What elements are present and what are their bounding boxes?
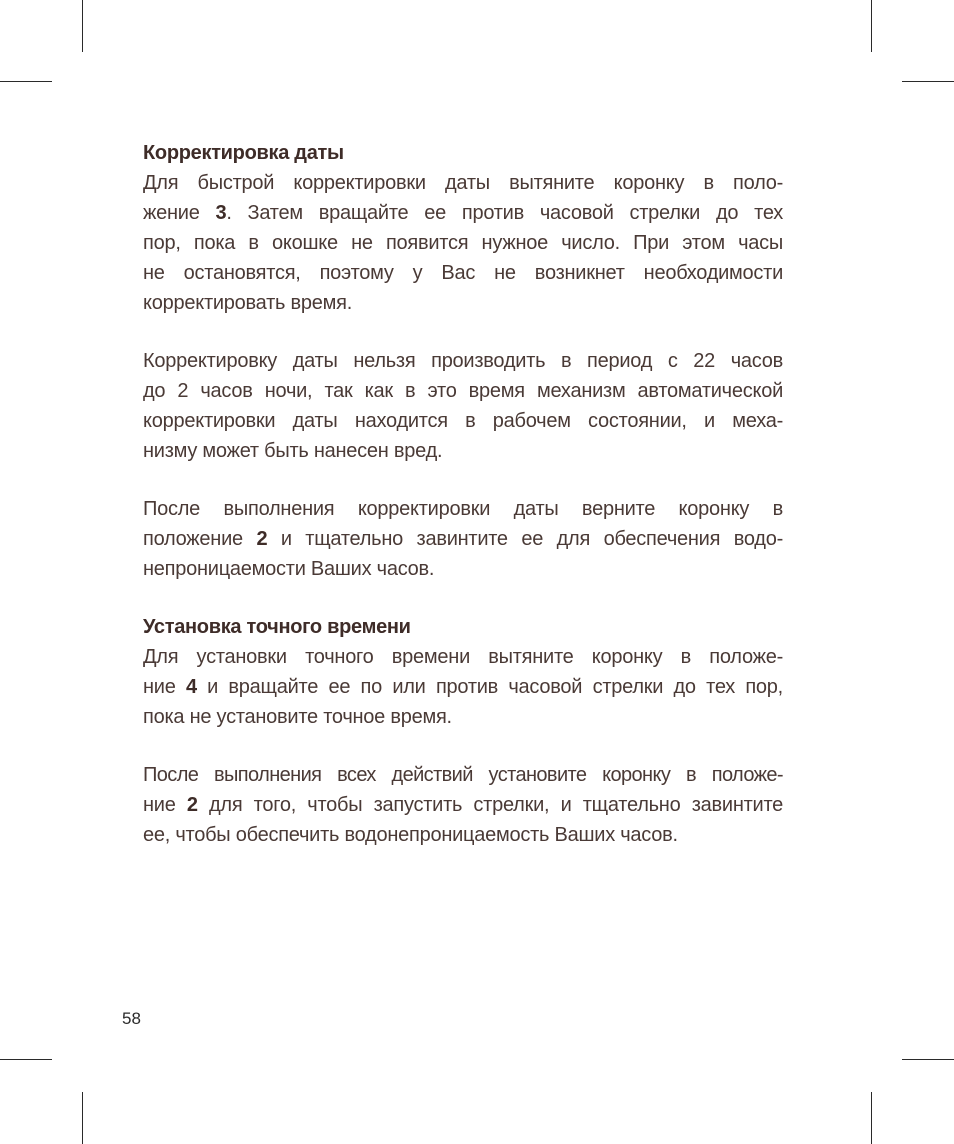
crop-mark-top-left-horizontal bbox=[0, 81, 52, 82]
page-number: 58 bbox=[122, 1009, 141, 1028]
text-line: не остановятся, поэтому у Вас не возникнет необходимости bbox=[143, 262, 783, 284]
section-time-setting bbox=[143, 612, 783, 850]
text-line: пока не установите точное время. bbox=[143, 706, 452, 728]
text-line: корректировки даты находится в рабочем состоянии, и меха- bbox=[143, 410, 783, 432]
section-heading: Установка точного времени bbox=[143, 616, 411, 638]
section-heading: Корректировка даты bbox=[143, 142, 344, 164]
text-line: положение 2 и тщательно завинтите ее для обеспечения водо- bbox=[143, 528, 783, 550]
paragraph bbox=[143, 346, 783, 466]
crop-mark-top-right-horizontal bbox=[902, 81, 954, 82]
page-content bbox=[143, 138, 783, 850]
text-line: жение 3. Затем вращайте ее против часовой стрелки до тех bbox=[143, 202, 783, 224]
text-line: непроницаемости Ваших часов. bbox=[143, 558, 435, 580]
position-number: 3 bbox=[215, 202, 227, 224]
text-line: ние 4 и вращайте ее по или против часовой стрелки до тех пор, bbox=[143, 676, 783, 698]
text-line: Для быстрой корректировки даты вытяните коронку в поло- bbox=[143, 172, 783, 194]
text-line: низму может быть нанесен вред. bbox=[143, 440, 443, 462]
position-number: 4 bbox=[185, 676, 197, 698]
text-line: пор, пока в окошке не появится нужное число. При этом часы bbox=[143, 232, 783, 254]
section-date-correction bbox=[143, 138, 783, 584]
paragraph bbox=[143, 168, 783, 318]
text-line: корректировать время. bbox=[143, 292, 352, 314]
paragraph bbox=[143, 642, 783, 732]
text-line: После выполнения всех действий установите коронку в положе- bbox=[143, 764, 783, 786]
paragraph bbox=[143, 494, 783, 584]
crop-mark-top-right-vertical bbox=[871, 0, 872, 52]
crop-mark-bottom-right-horizontal bbox=[902, 1059, 954, 1060]
text-line: ее, чтобы обеспечить водонепроницаемость Ваших часов. bbox=[143, 824, 678, 846]
text-line: ние 2 для того, чтобы запустить стрелки, и тщательно завинтите bbox=[143, 794, 783, 816]
text-line: После выполнения корректировки даты верните коронку в bbox=[143, 498, 783, 520]
crop-mark-bottom-left-vertical bbox=[82, 1092, 83, 1144]
crop-mark-bottom-right-vertical bbox=[871, 1092, 872, 1144]
text-line: Корректировку даты нельзя производить в период с 22 часов bbox=[143, 350, 783, 372]
paragraph bbox=[143, 760, 783, 850]
crop-mark-bottom-left-horizontal bbox=[0, 1059, 52, 1060]
text-line: до 2 часов ночи, так как в это время механизм автоматической bbox=[143, 380, 783, 402]
position-number: 2 bbox=[256, 528, 268, 550]
position-number: 2 bbox=[186, 794, 198, 816]
text-line: Для установки точного времени вытяните коронку в положе- bbox=[143, 646, 783, 668]
crop-mark-top-left-vertical bbox=[82, 0, 83, 52]
